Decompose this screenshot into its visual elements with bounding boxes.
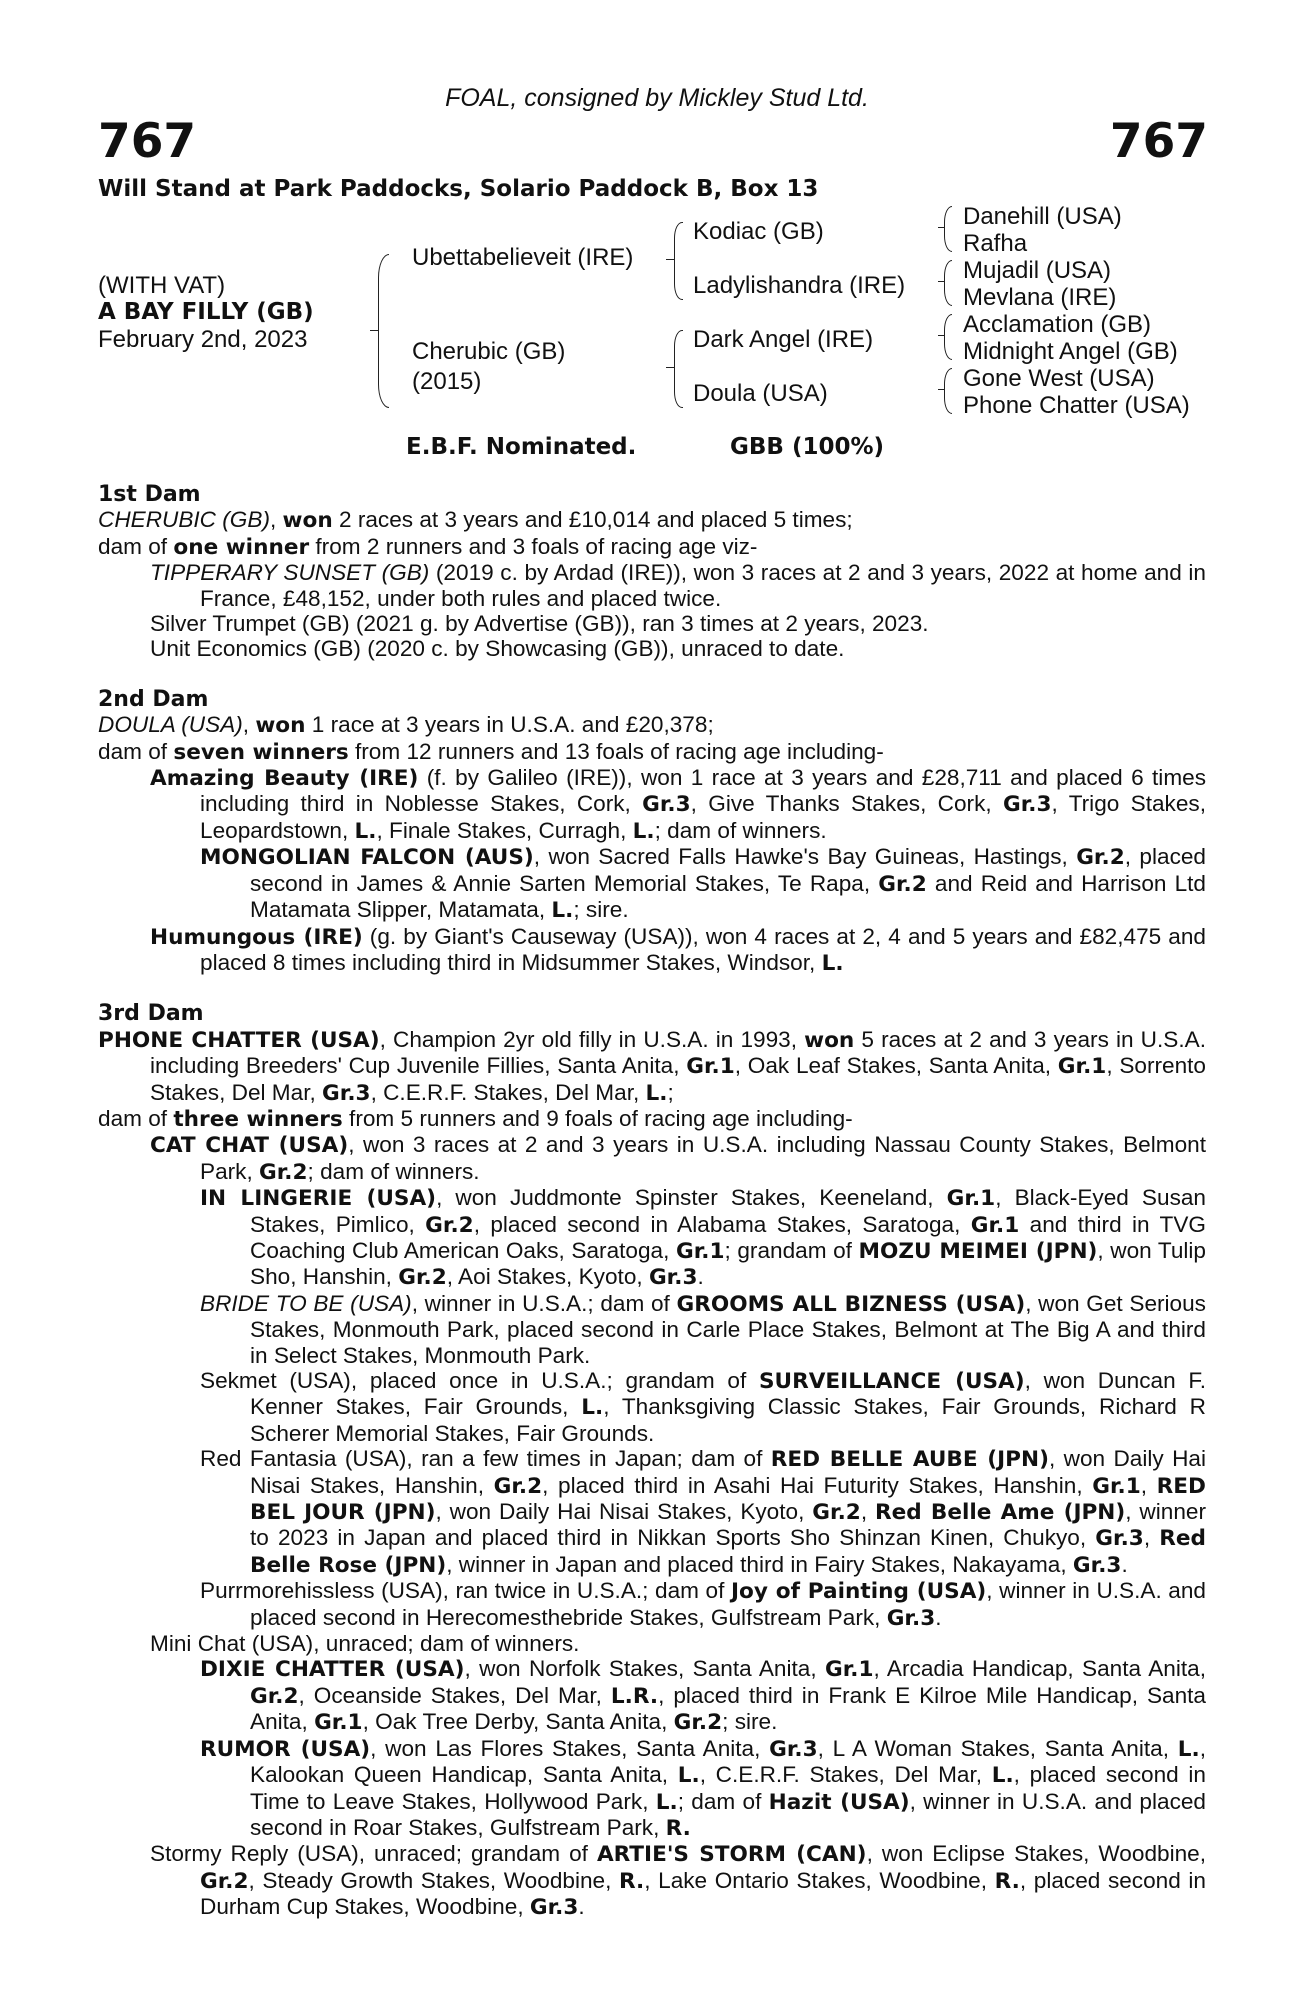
second-dam-produce: dam of seven winners from 12 runners and 13 foals of racing age including- xyxy=(98,738,884,765)
vat-note: (WITH VAT) xyxy=(98,272,226,299)
ancestor-2: Rafha xyxy=(963,230,1028,257)
produce-entry: CAT CHAT (USA), won 3 races at 2 and 3 years in U.S.A. including Nassau County Stakes, Belmont Park, Gr.2; dam of winners. xyxy=(150,1132,1206,1185)
produce-entry: Humungous (IRE) (g. by Giant's Causeway (USA)), won 4 races at 2, 4 and 5 years and £82,475 and placed 8 times including third in Midsummer Stakes, Windsor, L. xyxy=(150,923,1206,976)
ancestor-8: Phone Chatter (USA) xyxy=(963,392,1190,419)
first-dam-heading: 1st Dam xyxy=(98,482,201,507)
produce-entry: MONGOLIAN FALCON (AUS), won Sacred Falls Hawke's Bay Guineas, Hastings, Gr.2, placed second in James & Annie Sarten Memorial Stakes, Te Rapa, Gr.2 and Reid and Harrison Ltd Matamata Slipper, Matamata, L.; sire. xyxy=(200,844,1206,924)
ancestor-7: Gone West (USA) xyxy=(963,365,1155,392)
third-dam-heading: 3rd Dam xyxy=(98,1001,204,1027)
first-dam-text: CHERUBIC (GB), won 2 races at 3 years and £10,014 and placed 5 times; xyxy=(98,507,853,534)
consignor-line: FOAL, consigned by Mickley Stud Ltd. xyxy=(445,84,869,112)
dam-sire: Dark Angel (IRE) xyxy=(693,326,874,353)
produce-entry: RUMOR (USA), won Las Flores Stakes, Santa Anita, Gr.3, L A Woman Stakes, Santa Anita, L., Kalookan Queen Handicap, Santa Anita, L., C.E.R.F. Stakes, Del Mar, L., placed second in Time to Leave Stakes, Hollywood Park, L.; dam of Hazit (USA), winner in U.S.A. and placed second in Roar Stakes, Gulfstream Park, R. xyxy=(200,1735,1206,1841)
location-line: Will Stand at Park Paddocks, Solario Paddock B, Box 13 xyxy=(98,176,819,202)
sire-brace-point xyxy=(666,259,674,260)
produce-entry: Amazing Beauty (IRE) (f. by Galileo (IRE)), won 1 race at 3 years and £28,711 and placed 6 times including third in Noblesse Stakes, Cork, Gr.3, Give Thanks Stakes, Cork, Gr.3, Trigo Stakes, Leopardstown, L., Finale Stakes, Curragh, L.; dam of winners. xyxy=(150,765,1207,844)
dam-name: Cherubic (GB) xyxy=(412,338,566,365)
third-dam-text: PHONE CHATTER (USA), Champion 2yr old filly in U.S.A. in 1993, won 5 races at 2 and 3 years in U.S.A. including Breeders' Cup Juvenile Fillies, Santa Anita, Gr.1, Oak Leaf Stakes, Santa Anita, Gr.1, Sorrento Stakes, Del Mar, Gr.3, C.E.R.F. Stakes, Del Mar, L.; xyxy=(98,1026,1206,1106)
second-dam-text: DOULA (USA), won 1 race at 3 years in U.S.A. and £20,378; xyxy=(98,712,714,739)
foaling-date: February 2nd, 2023 xyxy=(98,326,308,353)
third-dam-produce: dam of three winners from 5 runners and 9 foals of racing age including- xyxy=(98,1105,853,1132)
ancestor-3: Mujadil (USA) xyxy=(963,257,1112,284)
catalogue-body xyxy=(98,482,1206,1921)
gbb-note: GBB (100%) xyxy=(730,434,885,460)
produce-entry: Sekmet (USA), placed once in U.S.A.; grandam of SURVEILLANCE (USA), won Duncan F. Kenner Stakes, Fair Grounds, L., Thanksgiving Classic Stakes, Fair Grounds, Richard R Scherer Memorial Stakes, Fair Grounds. xyxy=(200,1368,1206,1446)
ancestor-4: Mevlana (IRE) xyxy=(963,284,1117,311)
produce-entry: Stormy Reply (USA), unraced; grandam of ARTIE'S STORM (CAN), won Eclipse Stakes, Woodbine, Gr.2, Steady Growth Stakes, Woodbine, R., Lake Ontario Stakes, Woodbine, R., placed second in Durham Cup Stakes, Woodbine, Gr.3. xyxy=(150,1841,1206,1921)
produce-entry: Purrmorehissless (USA), ran twice in U.S.A.; dam of Joy of Painting (USA), winner in U.S.A. and placed second in Herecomesthebride Stakes, Gulfstream Park, Gr.3. xyxy=(200,1578,1207,1631)
sire-dam: Ladylishandra (IRE) xyxy=(693,272,906,299)
gp-brace-1-point xyxy=(938,227,944,228)
gp-brace-3-point xyxy=(938,335,944,336)
dam-brace-point xyxy=(666,367,674,368)
sire-name: Ubettabelieveit (IRE) xyxy=(412,244,634,271)
sire-brace xyxy=(674,222,683,300)
produce-entry: Unit Economics (GB) (2020 c. by Showcasing (GB)), unraced to date. xyxy=(150,636,845,662)
produce-entry: Silver Trumpet (GB) (2021 g. by Advertise (GB)), ran 3 times at 2 years, 2023. xyxy=(150,611,929,637)
produce-entry: BRIDE TO BE (USA), winner in U.S.A.; dam of GROOMS ALL BIZNESS (USA), won Get Serious Stakes, Monmouth Park, placed second in Carle Place Stakes, Belmont at The Big A and third in Select Stakes, Monmouth Park. xyxy=(200,1290,1206,1368)
produce-entry: TIPPERARY SUNSET (GB) (2019 c. by Ardad (IRE)), won 3 races at 2 and 3 years, 2022 at home and in France, £48,152, under both rules and placed twice. xyxy=(150,560,1206,611)
produce-entry: DIXIE CHATTER (USA), won Norfolk Stakes, Santa Anita, Gr.1, Arcadia Handicap, Santa Anita, Gr.2, Oceanside Stakes, Del Mar, L.R., placed third in Frank E Kilroe Mile Handicap, Santa Anita, Gr.1, Oak Tree Derby, Santa Anita, Gr.2; sire. xyxy=(200,1656,1206,1736)
gp-brace-4 xyxy=(944,368,952,414)
produce-entry: Mini Chat (USA), unraced; dam of winners. xyxy=(150,1631,580,1657)
gp-brace-3 xyxy=(944,314,952,360)
gp-brace-2-point xyxy=(938,281,944,282)
ancestor-1: Danehill (USA) xyxy=(963,203,1122,230)
dam-year: (2015) xyxy=(412,368,482,395)
ancestor-6: Midnight Angel (GB) xyxy=(963,338,1178,365)
produce-entry: IN LINGERIE (USA), won Juddmonte Spinster Stakes, Keeneland, Gr.1, Black-Eyed Susan Stakes, Pimlico, Gr.2, placed second in Alabama Stakes, Saratoga, Gr.1 and third in TVG Coaching Club American Oaks, Saratoga, Gr.1; grandam of MOZU MEIMEI (JPN), won Tulip Sho, Hanshin, Gr.2, Aoi Stakes, Kyoto, Gr.3. xyxy=(200,1185,1207,1291)
first-dam-produce: dam of one winner from 2 runners and 3 foals of racing age viz- xyxy=(98,533,758,560)
produce-entry: Red Fantasia (USA), ran a few times in Japan; dam of RED BELLE AUBE (JPN), won Daily Hai Nisai Stakes, Hanshin, Gr.2, placed third in Asahi Hai Futurity Stakes, Hanshin, Gr.1, RED BEL JOUR (JPN), won Daily Hai Nisai Stakes, Kyoto, Gr.2, Red Belle Ame (JPN), winner to 2023 in Japan and placed third in Nikkan Sports Sho Shinzan Kinen, Chukyo, Gr.3, Red Belle Rose (JPN), winner in Japan and placed third in Fairy Stakes, Nakayama, Gr.3. xyxy=(200,1446,1206,1578)
main-brace-point xyxy=(370,330,378,331)
gp-brace-1 xyxy=(944,206,952,252)
dam-dam: Doula (USA) xyxy=(693,380,828,407)
main-brace xyxy=(378,254,389,408)
ebf-note: E.B.F. Nominated. xyxy=(406,434,637,460)
dam-brace xyxy=(674,330,683,408)
gp-brace-2 xyxy=(944,260,952,306)
sire-sire: Kodiac (GB) xyxy=(693,218,824,245)
lot-number-left: 767 xyxy=(98,114,197,169)
ancestor-5: Acclamation (GB) xyxy=(963,311,1152,338)
lot-name: A BAY FILLY (GB) xyxy=(98,299,314,325)
second-dam-heading: 2nd Dam xyxy=(98,686,209,712)
gp-brace-4-point xyxy=(938,389,944,390)
lot-number-right: 767 xyxy=(1109,114,1208,169)
